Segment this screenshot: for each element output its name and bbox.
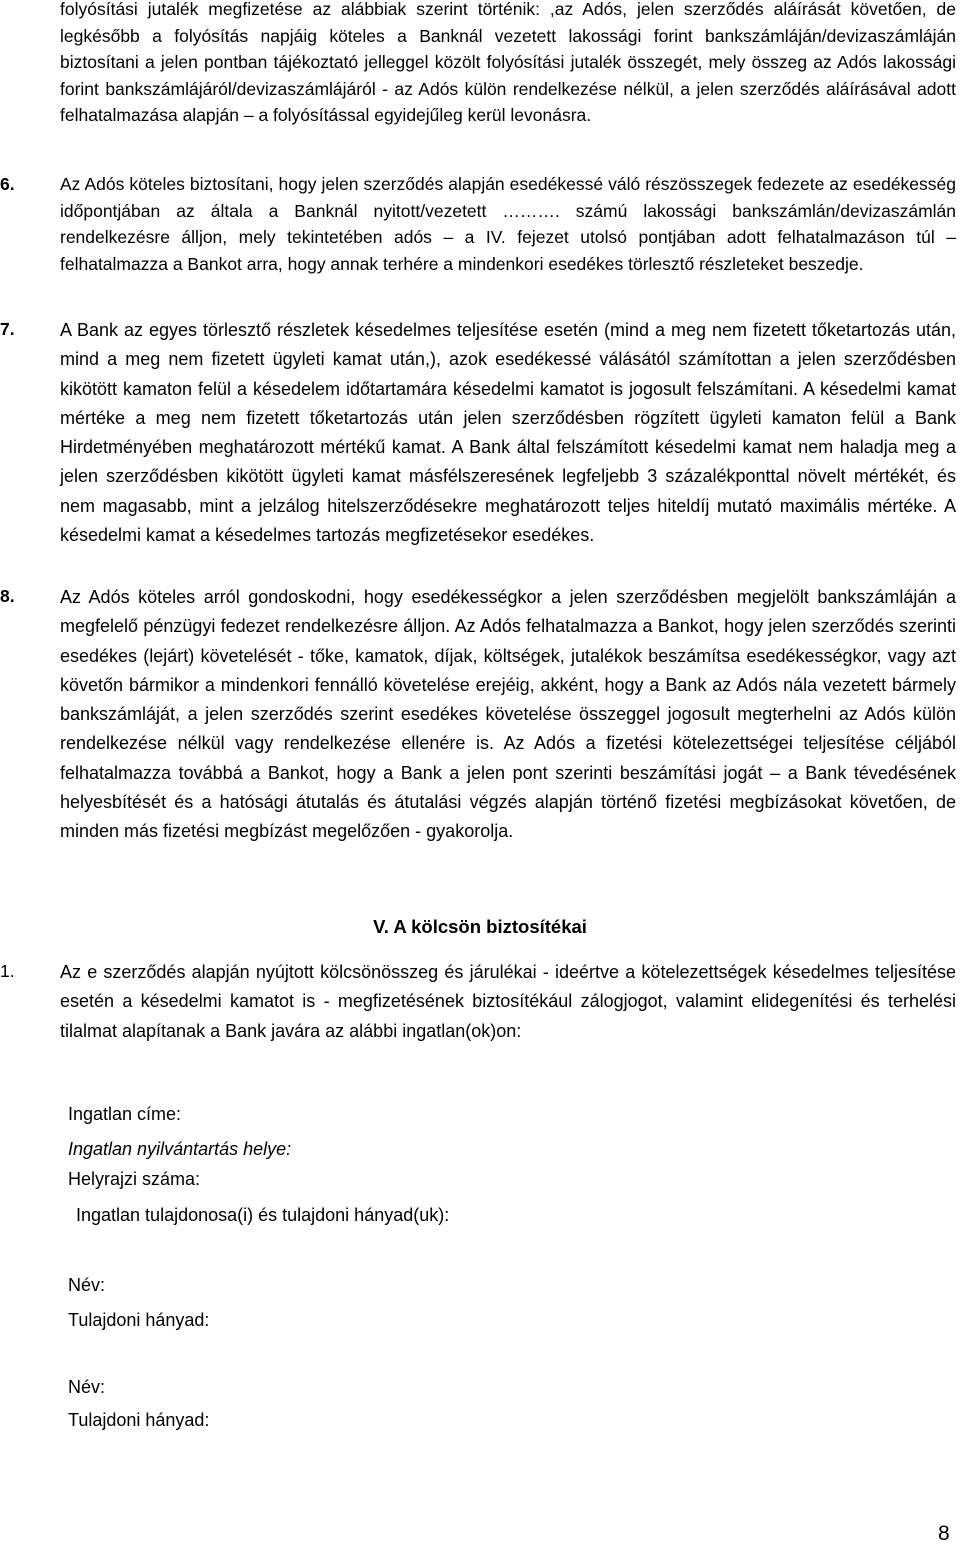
clause-text: Az Adós köteles biztosítani, hogy jelen szerződés alapján esedékessé váló részösszegek fedezete az esedékesség időpontjában az általa a Banknál nyitott/vezetett ………. számú lakossági bankszámlán/devizaszámlán rendelkezésre álljon, mely tekintetében adós – a IV. fejezet utolsó pontjában adott felhatalmazáson túl – felhatalmazza a Bankot arra, hogy annak terhére a mindenkori esedékes törlesztő részleteket beszedje. (60, 174, 956, 274)
field-name-1: Név: (68, 1275, 106, 1295)
field-share-2: Tulajdoni hányad: (68, 1410, 210, 1430)
page-number: 8 (938, 1522, 950, 1545)
field-registry: Ingatlan nyilvántartás helye: (68, 1139, 292, 1159)
clause-number: 1. (0, 961, 15, 981)
clause-text: Az e szerződés alapján nyújtott kölcsönösszeg és járulékai - ideértve a kötelezettségek késedelmes teljesítése esetén a késedelmi kamatot is - megfizetésének biztosítékául zálogjogot, valamint elidegenítési és terhelési tilalmat alapítanak a Bank javára az alábbi ingatlan(ok)on: (60, 962, 956, 1041)
field-address: Ingatlan címe: (68, 1104, 182, 1124)
intro-paragraph: folyósítási jutalék megfizetése az alábbiak szerint történik: ,az Adós, jelen szerződés aláírását követően, de legkésőbb a folyósítás napjáig köteles a Banknál vezetett lakossági forint bankszámláján/devizaszámláján biztosítani a jelen pontban tájékoztató jelleggel közölt folyósítási jutalék összegét, mely összeg az Adós lakossági forint bankszámlájáról/devizaszámlájáról - az Adós külön rendelkezése nélkül, a jelen szerződés aláírásával adott felhatalmazása alapján – a folyósítással egyidejűleg kerül levonásra. (60, 0, 956, 126)
clause-number: 7. (0, 319, 15, 339)
clause-number: 6. (0, 174, 15, 194)
field-owners: Ingatlan tulajdonosa(i) és tulajdoni hányad(uk): (76, 1205, 450, 1225)
field-lot: Helyrajzi száma: (68, 1169, 201, 1189)
clause-number: 8. (0, 586, 15, 606)
clause-text: Az Adós köteles arról gondoskodni, hogy esedékességkor a jelen szerződésben megjelölt bankszámláján a megfelelő pénzügyi fedezet rendelkezésre álljon. Az Adós felhatalmazza a Bankot, hogy jelen szerződés szerinti esedékes (lejárt) követelését - tőke, kamatok, díjak, költségek, jutalékok beszámítsa esedékességkor, vagy azt követőn bármikor a mindenkori fennálló követelése erejéig, akként, hogy a Bank az Adós nála vezetett bármely bankszámláját, a jelen szerződés szerint esedékes követelése összeggel jogosult megterhelni az Adós külön rendelkezése nélkül vagy rendelkezése ellenére is. Az Adós a fizetési kötelezettségei teljesítése céljából felhatalmazza továbbá a Bankot, hogy a Bank a jelen pont szerinti beszámítási jogát – a Bank tévedésének helyesbítését és a hatósági átutalás és átutalási végzés alapján történő fizetési megbízásokat követően, de minden más fizetési megbízást megelőzően - gyakorolja. (60, 587, 956, 842)
clause-text: A Bank az egyes törlesztő részletek késedelmes teljesítése esetén (mind a meg nem fizetett tőketartozás után, mind a meg nem fizetett ügyleti kamat után,), azok esedékessé válásától számítottan a jelen szerződésben kikötött kamaton felül a késedelem időtartamára késedelmi kamatot is jogosult felszámítani. A késedelmi kamat mértéke a meg nem fizetett tőketartozás után jelen szerződésben rögzített ügyleti kamaton felül a Bank Hirdetményében meghatározott mértékű kamat. A Bank által felszámított késedelmi kamat nem haladja meg a jelen szerződésben kikötött ügyleti kamat másfélszeresének legfeljebb 3 százalékponttal növelt mértékét, és nem magasabb, mint a jelzálog hitelszerződésekre meghatározott teljes hiteldíj mutató maximális mértéke. A késedelmi kamat a késedelmes tartozás megfizetésekor esedékes. (60, 320, 956, 546)
field-share-1: Tulajdoni hányad: (68, 1310, 210, 1330)
field-name-2: Név: (68, 1377, 106, 1397)
section-heading: V. A kölcsön biztosítékai (373, 916, 587, 937)
